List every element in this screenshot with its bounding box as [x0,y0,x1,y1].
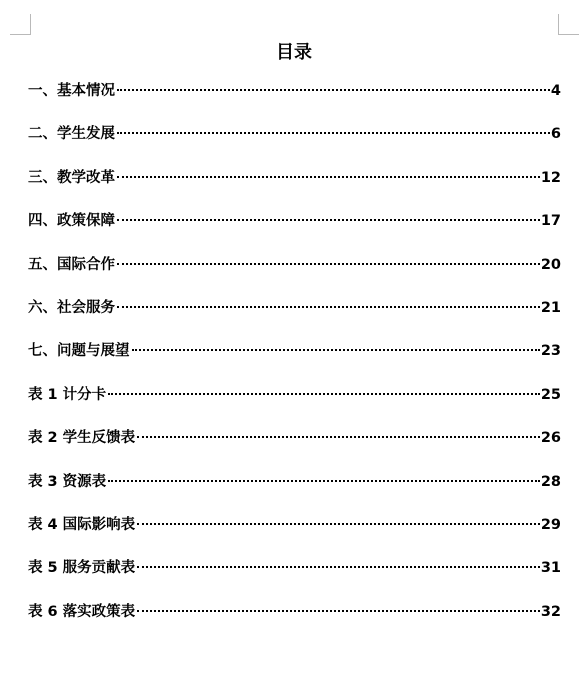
toc-page-number: 20 [540,256,561,273]
toc-page-number: 32 [540,603,561,620]
toc-entry-table-2-student-feedback[interactable] [28,427,561,470]
dot-leader [117,263,540,265]
toc-entry-table-5-service-contribution[interactable] [28,557,561,600]
toc-entry-student-development[interactable] [28,123,561,166]
toc-entry-label: 七、问题与展望 [28,343,130,360]
dot-leader [137,436,540,438]
toc-entry-label: 二、学生发展 [28,126,115,143]
crop-mark-top-left [10,14,31,35]
toc-entry-label: 表 6 落实政策表 [28,603,136,620]
toc-entry-label: 四、政策保障 [28,213,115,230]
toc-entry-policy-support[interactable] [28,210,561,253]
toc-entry-label: 表 2 学生反馈表 [28,430,136,447]
toc-page-number: 28 [540,473,561,490]
dot-leader [137,610,540,612]
dot-leader [108,393,540,395]
toc-title: 目录 [276,42,312,63]
toc-entry-basic-situation[interactable] [28,80,561,123]
toc-entry-social-service[interactable] [28,297,561,340]
toc-entry-problems-outlook[interactable] [28,340,561,383]
toc-entry-label: 表 4 国际影响表 [28,516,136,533]
toc-entry-label: 一、基本情况 [28,83,115,99]
toc-page-number: 29 [540,516,561,533]
toc-page-number: 25 [540,386,561,403]
crop-mark-top-right [558,14,579,35]
toc-page-number: 6 [550,126,561,143]
table-of-contents [28,80,561,644]
toc-page-number: 21 [540,299,561,316]
dot-leader [117,306,540,308]
toc-entry-label: 三、教学改革 [28,169,115,186]
toc-entry-label: 六、社会服务 [28,299,115,316]
toc-entry-label: 表 3 资源表 [28,473,107,490]
dot-leader [108,480,540,482]
toc-entry-label: 五、国际合作 [28,256,115,273]
dot-leader [117,176,540,178]
toc-page-number: 26 [540,430,561,447]
dot-leader [117,132,550,134]
toc-entry-international-cooperation[interactable] [28,254,561,297]
toc-entry-table-4-international-impact[interactable] [28,514,561,557]
toc-entry-table-1-scorecard[interactable] [28,384,561,427]
dot-leader [137,523,540,525]
dot-leader [132,349,540,351]
toc-page-number: 31 [540,560,561,577]
toc-page-number: 12 [540,169,561,186]
toc-entry-teaching-reform[interactable] [28,167,561,210]
toc-page-number: 23 [540,343,561,360]
dot-leader [117,89,550,91]
dot-leader [137,566,540,568]
toc-entry-label: 表 1 计分卡 [28,386,107,403]
toc-entry-table-3-resources[interactable] [28,471,561,514]
toc-entry-table-6-policy-implementation[interactable] [28,601,561,644]
dot-leader [117,219,540,221]
toc-page-number: 4 [550,83,561,99]
toc-page-number: 17 [540,213,561,230]
toc-entry-label: 表 5 服务贡献表 [28,560,136,577]
